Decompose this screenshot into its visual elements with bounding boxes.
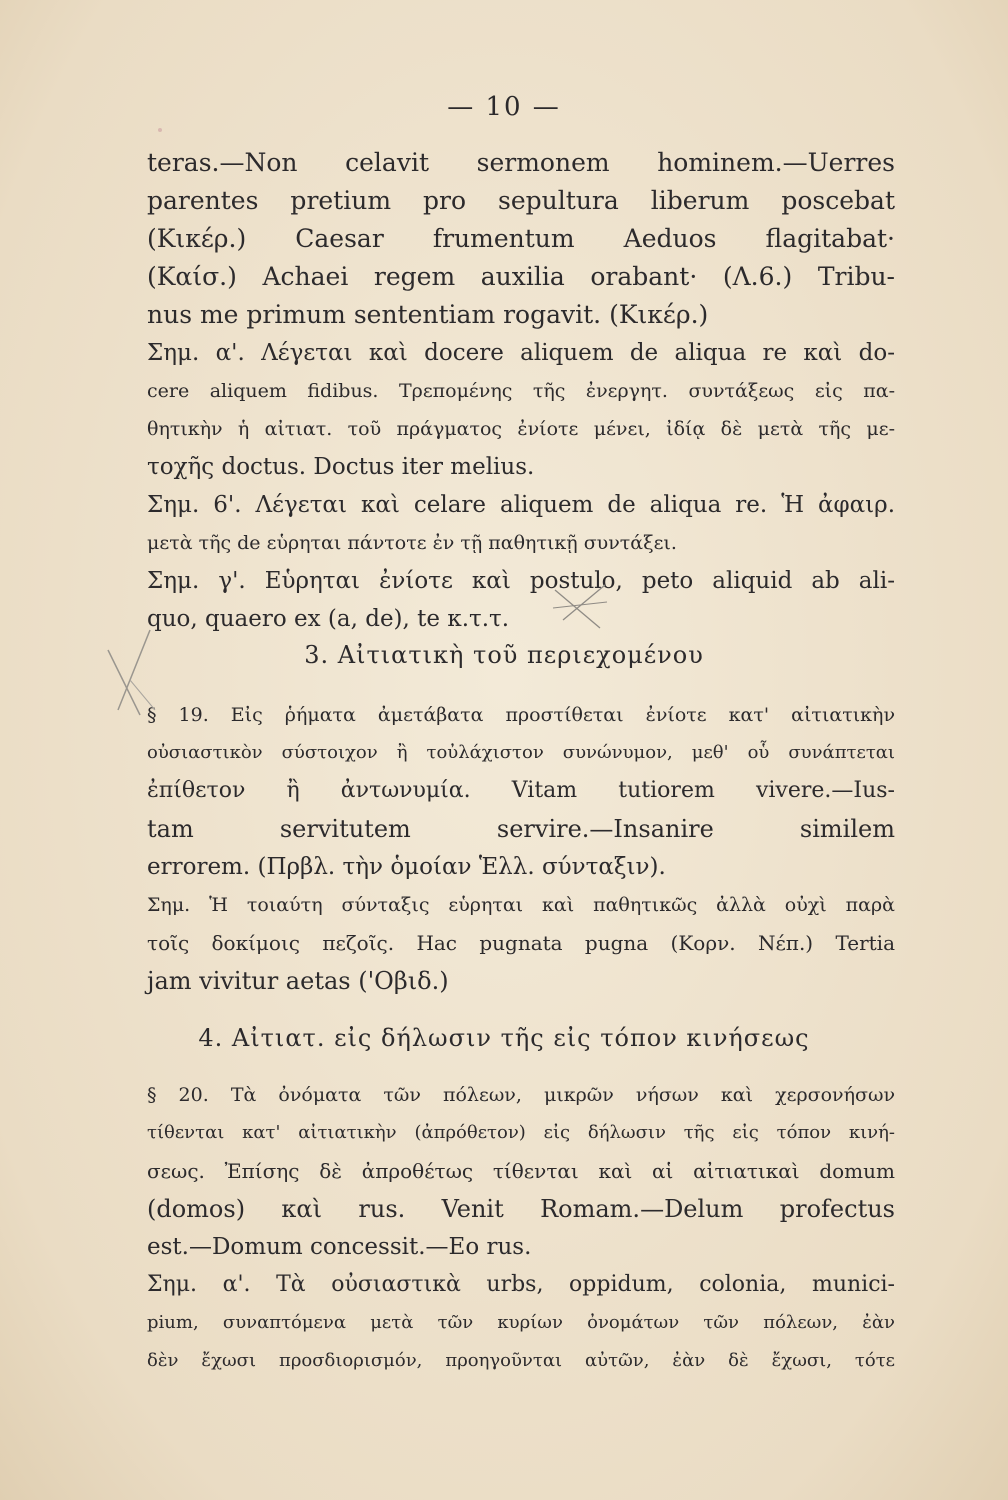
text-line: Σημ. Ἡ τοιαύτη σύνταξις εὑρηται καὶ παθητικῶς ἀλλὰ οὐχὶ παρὰ — [147, 894, 895, 916]
ink-dot — [155, 125, 165, 135]
text-line: jam vivitur aetas ('Οβιδ.) — [147, 967, 449, 995]
text-line: Σημ. α'. Λέγεται καὶ docere aliquem de aliqua re καὶ do- — [147, 340, 895, 366]
text-line: Σημ. α'. Τὰ οὐσιαστικὰ urbs, oppidum, colonia, munici- — [147, 1272, 895, 1297]
text-line: nus me primum sententiam rogavit. (Κικέρ.) — [147, 300, 709, 329]
text-line: (Κικέρ.) Caesar frumentum Aeduos flagitabat· — [147, 224, 895, 253]
text-line: μετὰ τῆς de εὑρηται πάντοτε ἐν τῇ παθητικῇ συντάξει. — [147, 532, 677, 554]
text-line: teras.—Non celavit sermonem hominem.—Uerres — [147, 148, 895, 177]
text-line: τίθενται κατ' αἰτιατικὴν (ἀπρόθετον) εἰς δήλωσιν τῆς εἰς τόπον κινή- — [147, 1122, 895, 1143]
text-line: θητικὴν ἡ αἰτιατ. τοῦ πράγματος ἐνίοτε μένει, ἰδίᾳ δὲ μετὰ τῆς με- — [147, 418, 895, 440]
text-line: (domos) καὶ rus. Venit Romam.—Delum profectus — [147, 1195, 895, 1223]
text-line: Σημ. 6'. Λέγεται καὶ celare aliquem de aliqua re. Ἡ ἀφαιρ. — [147, 492, 895, 518]
text-line: τοχῆς doctus. Doctus iter melius. — [147, 454, 535, 480]
text-line: errorem. (Πρβλ. τὴν ὁμοίαν Ἑλλ. σύνταξιν). — [147, 854, 666, 880]
text-line: οὐσιαστικὸν σύστοιχον ἢ τοὐλάχιστον συνώνυμον, μεθ' οὗ συνάπτεται — [147, 742, 895, 763]
text-line: Σημ. γ'. Εὑρηται ἐνίοτε καὶ postulo, peto aliquid ab ali- — [147, 568, 895, 594]
text-line: τοῖς δοκίμοις πεζοῖς. Hac pugnata pugna (Κορν. Νέπ.) Tertia — [147, 931, 895, 955]
text-line: tam servitutem servire.—Insanire similem — [147, 815, 895, 843]
text-line: § 19. Εἰς ῥήματα ἀμετάβατα προστίθεται ἐνίοτε κατ' αἰτιατικὴν — [147, 704, 895, 726]
section-heading-3: 3. Αἰτιατικὴ τοῦ περιεχομένου — [304, 641, 704, 669]
text-line: est.—Domum concessit.—Eo rus. — [147, 1234, 532, 1260]
text-line: δὲν ἔχωσι προσδιορισμόν, προηγοῦνται αὐτῶν, ἐὰν δὲ ἔχωσι, τότε — [147, 1350, 895, 1371]
text-line: parentes pretium pro sepultura liberum poscebat — [147, 186, 895, 215]
text-line: § 20. Τὰ ὀνόματα τῶν πόλεων, μικρῶν νήσων καὶ χερσονήσων — [147, 1084, 895, 1106]
text-line: cere aliquem fidibus. Τρεπομένης τῆς ἐνεργητ. συντάξεως εἰς πα- — [147, 380, 895, 402]
section-heading-4: 4. Αἰτιατ. εἰς δήλωσιν τῆς εἰς τόπον κινήσεως — [198, 1024, 810, 1052]
text-line: pium, συναπτόμενα μετὰ τῶν κυρίων ὀνομάτων τῶν πόλεων, ἐὰν — [147, 1312, 895, 1333]
text-line: σεως. Ἐπίσης δὲ ἀπροθέτως τίθενται καὶ αἱ αἰτιατικαὶ domum — [147, 1159, 895, 1183]
text-line: (Καίσ.) Achaei regem auxilia orabant· (Λ.6.) Tribu- — [147, 262, 895, 291]
page-number: — 10 — — [447, 92, 561, 122]
text-line: quo, quaero ex (a, de), te κ.τ.τ. — [147, 606, 510, 632]
text-line: ἐπίθετον ἢ ἀντωνυμία. Vitam tutiorem vivere.—Ius- — [147, 778, 895, 803]
